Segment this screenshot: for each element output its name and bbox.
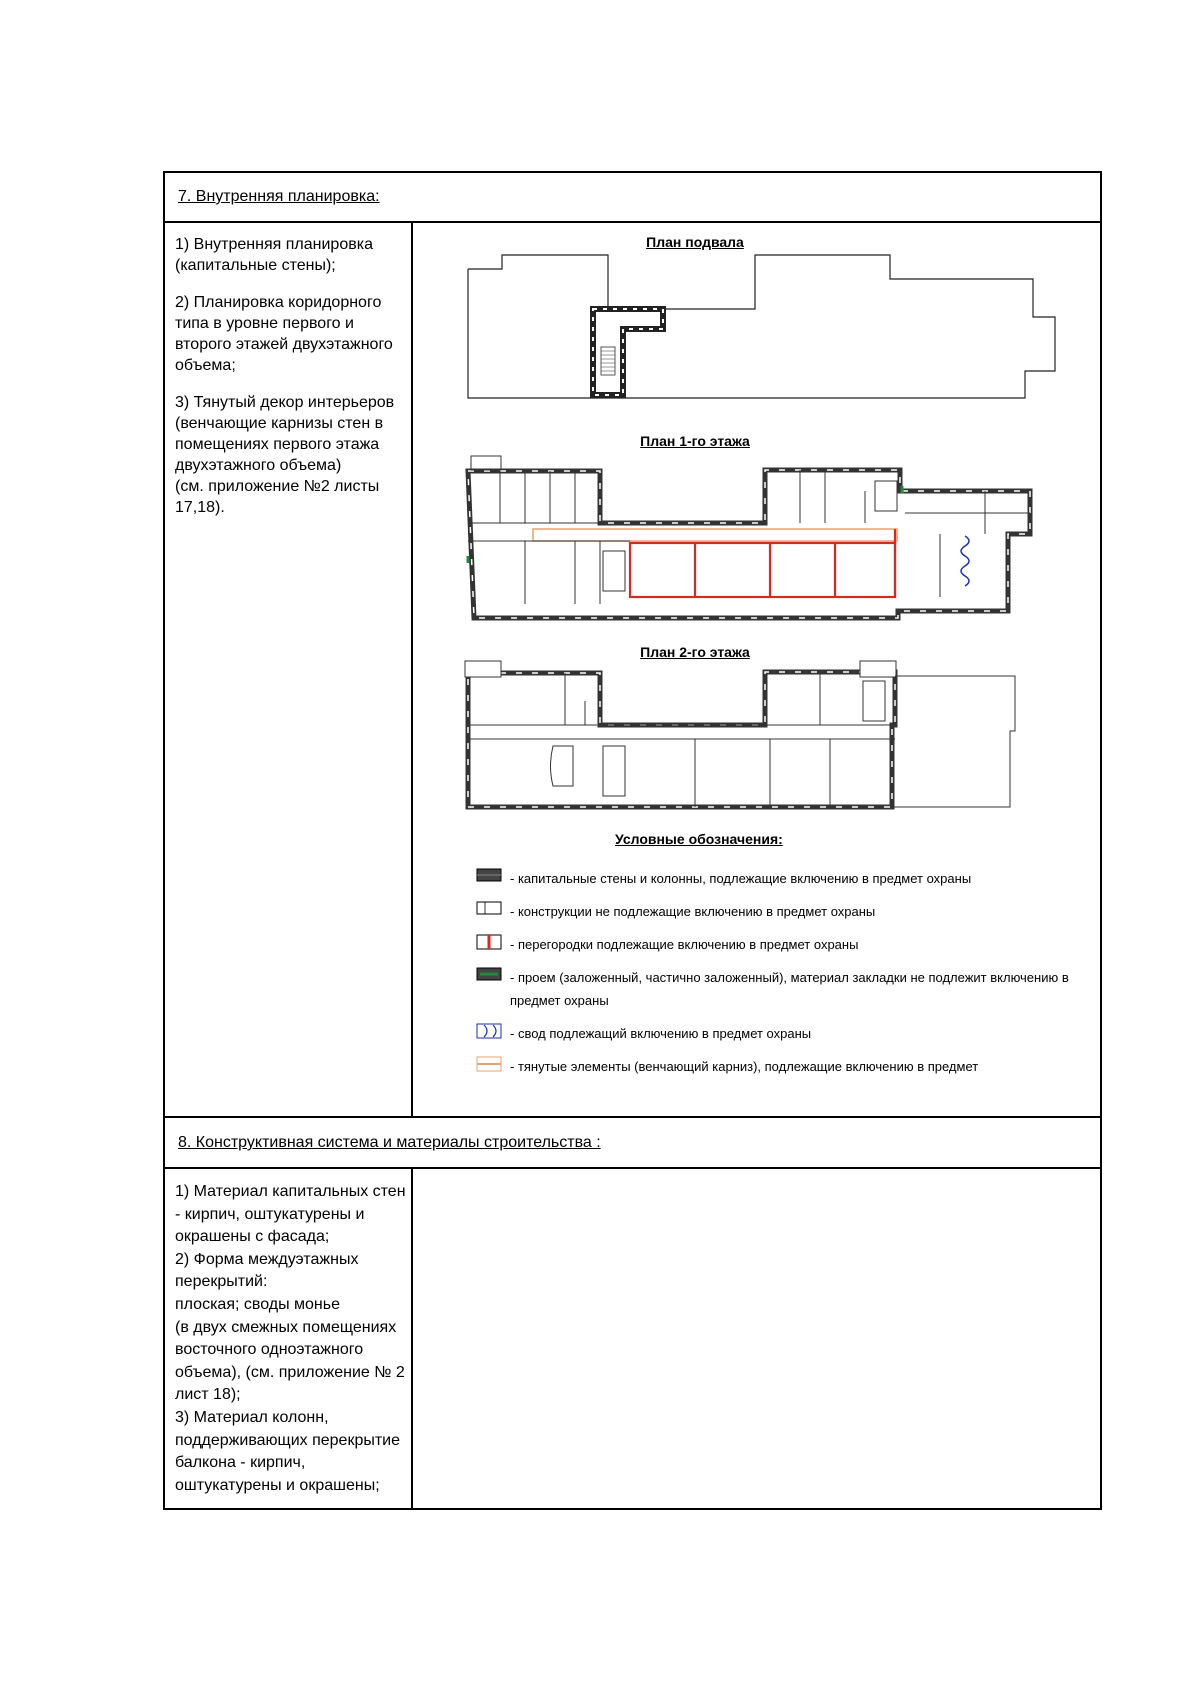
section-7-description xyxy=(175,234,403,518)
legend-text: - перегородки подлежащие включению в предмет охраны xyxy=(510,937,859,952)
table-border xyxy=(165,1508,1100,1510)
description-paragraph: (в двух смежных помещениях восточного одноэтажного объема), (см. приложение № 2 лист 18); xyxy=(175,1318,405,1404)
section-8-description xyxy=(175,1181,415,1497)
floor2-plan-title: План 2-го этажа xyxy=(640,644,750,660)
table-border xyxy=(165,171,1100,173)
non-protected-icon xyxy=(476,901,502,915)
legend-text: - капитальные стены и колонны, подлежащие включению в предмет охраны xyxy=(510,871,972,886)
description-paragraph: 3) Тянутый декор интерьеров (венчающие карнизы стен в помещениях первого этажа двухэтажного объема) xyxy=(175,394,395,474)
section-8-title: 8. Конструктивная система и материалы строительства : xyxy=(178,1134,601,1151)
capital-wall-icon xyxy=(476,868,502,882)
description-paragraph: 2) Форма междуэтажных перекрытий: xyxy=(175,1250,359,1291)
column-divider xyxy=(411,221,413,1116)
floor1-plan-title: План 1-го этажа xyxy=(640,433,750,449)
table-border xyxy=(165,221,1100,223)
floor1-plan-drawing xyxy=(465,451,1065,621)
legend-text: - конструкции не подлежащие включению в предмет охраны xyxy=(510,904,876,919)
legend-title: Условные обозначения: xyxy=(615,831,783,847)
description-paragraph: плоская; своды монье xyxy=(175,1295,340,1313)
basement-plan-title: План подвала xyxy=(646,234,744,250)
description-paragraph: 3) Материал колонн, поддерживающих перекрытие балкона - кирпич, оштукатурены и окрашены; xyxy=(175,1408,401,1494)
section-7-title: 7. Внутренняя планировка: xyxy=(178,188,380,205)
basement-plan-drawing xyxy=(465,251,1065,401)
vault-icon xyxy=(476,1023,502,1039)
legend-text: - проем (заложенный, частично заложенный), материал закладки не подлежит включению в предмет охраны xyxy=(510,970,1069,1008)
legend-text: - тянутые элементы (венчающий карниз), подлежащие включению в предмет xyxy=(510,1059,979,1074)
opening-icon xyxy=(476,967,502,981)
cornice-icon xyxy=(476,1056,502,1072)
legend-text: - свод подлежащий включению в предмет охраны xyxy=(510,1026,812,1041)
description-paragraph: 1) Внутренняя планировка (капитальные стены); xyxy=(175,236,373,274)
description-paragraph: 1) Материал капитальных стен - кирпич, оштукатурены и окрашены с фасада; xyxy=(175,1183,406,1246)
description-paragraph: (см. приложение №2 листы 17,18). xyxy=(175,478,380,516)
table-border xyxy=(165,1116,1100,1118)
document-table xyxy=(163,171,1102,1510)
floor2-plan-drawing xyxy=(465,661,1065,811)
partition-icon xyxy=(476,934,502,950)
description-paragraph: 2) Планировка коридорного типа в уровне первого и второго этажей двухэтажного объема; xyxy=(175,294,393,374)
table-border xyxy=(165,1167,1100,1169)
